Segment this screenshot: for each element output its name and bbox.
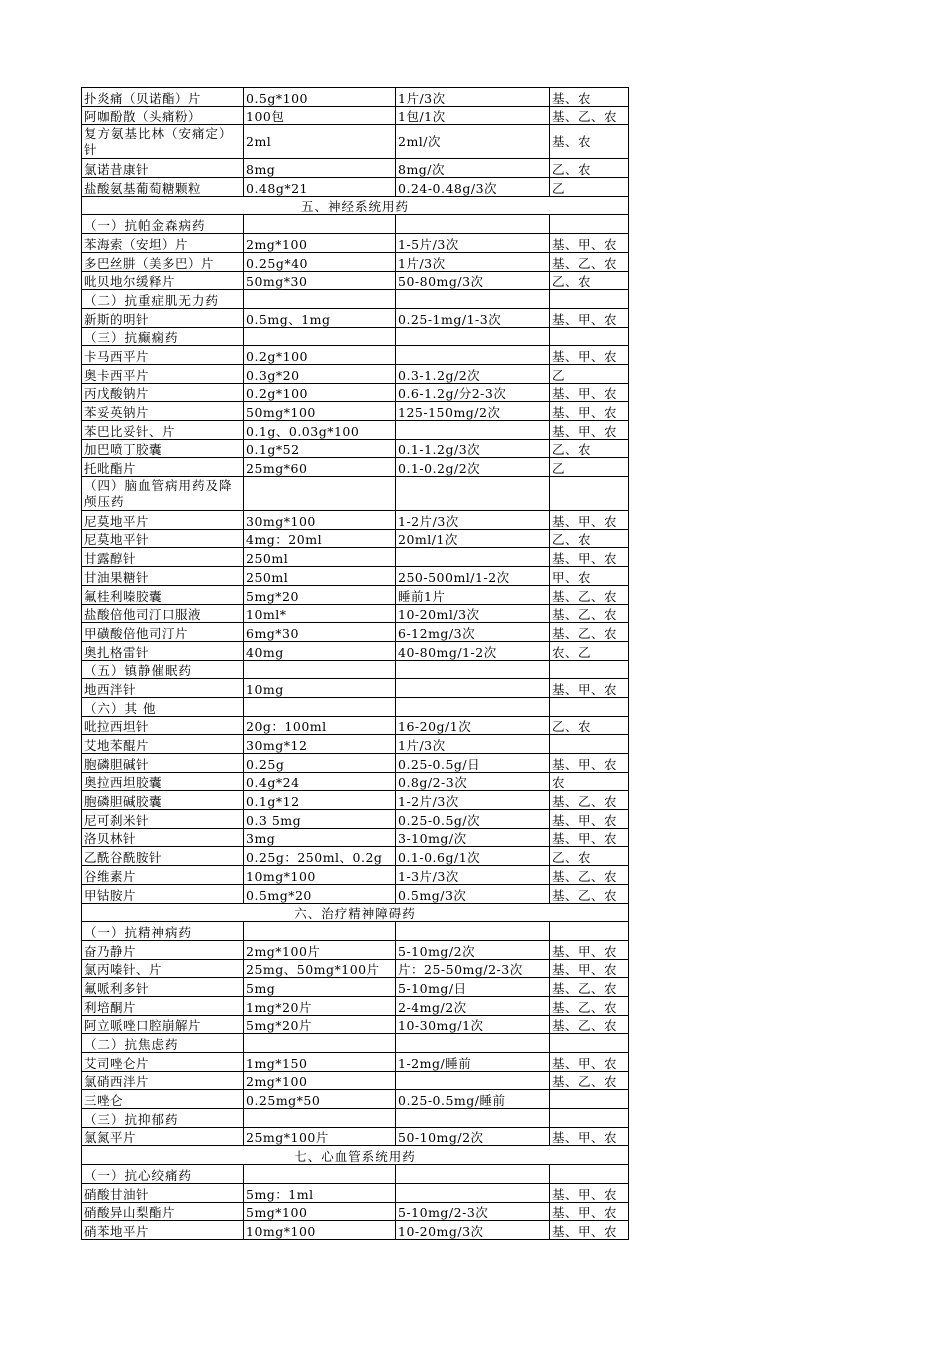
drug-name-cell: 甲磺酸倍他司汀片: [82, 623, 244, 642]
category-cell: 基、乙、农: [550, 791, 629, 810]
drug-row: [82, 1127, 629, 1146]
drug-name-cell: 艾司唑仑片: [82, 1053, 244, 1072]
drug-row: [82, 1202, 629, 1221]
dosage-cell: [396, 421, 550, 440]
empty-cell: [396, 1034, 550, 1053]
empty-cell: [550, 215, 629, 234]
drug-row: [82, 791, 629, 810]
spec-cell: 0.2g*100: [244, 383, 396, 402]
drug-name-cell: 氯氮平片: [82, 1127, 244, 1146]
empty-cell: [244, 1165, 396, 1184]
spec-cell: 50mg*100: [244, 402, 396, 421]
drug-name-cell: 地西泮针: [82, 679, 244, 698]
empty-cell: [550, 660, 629, 679]
category-cell: 基、甲、农: [550, 1183, 629, 1202]
spec-cell: 0.1g、0.03g*100: [244, 421, 396, 440]
empty-cell: [396, 660, 550, 679]
category-cell: 基、乙、农: [550, 623, 629, 642]
dosage-cell: [396, 346, 550, 365]
subsection-row: [82, 1165, 629, 1184]
drug-name-cell: 复方氨基比林（安痛定）针: [82, 125, 244, 159]
drug-name-cell: 硝苯地平片: [82, 1221, 244, 1240]
spec-cell: 1mg*20片: [244, 996, 396, 1015]
empty-cell: [244, 215, 396, 234]
drug-name-cell: 阿立哌唑口腔崩解片: [82, 1015, 244, 1034]
dosage-cell: 2ml/次: [396, 125, 550, 159]
spec-cell: 40mg: [244, 641, 396, 660]
empty-cell: [550, 1165, 629, 1184]
dosage-cell: 125-150mg/2次: [396, 402, 550, 421]
spec-cell: 2ml: [244, 125, 396, 159]
drug-row: [82, 1090, 629, 1109]
spec-cell: 0.25mg*50: [244, 1090, 396, 1109]
drug-row: [82, 159, 629, 178]
drug-row: [82, 996, 629, 1015]
dosage-cell: 1-2mg/睡前: [396, 1053, 550, 1072]
dosage-cell: 1-3片/3次: [396, 866, 550, 885]
drug-name-cell: 卡马西平片: [82, 346, 244, 365]
category-cell: 基、乙、农: [550, 604, 629, 623]
dosage-cell: 0.25-0.5g/日: [396, 754, 550, 773]
spec-cell: 25mg*60: [244, 458, 396, 477]
drug-row: [82, 88, 629, 107]
spec-cell: 20g：100ml: [244, 716, 396, 735]
drug-row: [82, 364, 629, 383]
spec-cell: 25mg*100片: [244, 1127, 396, 1146]
empty-cell: [550, 477, 629, 511]
drug-name-cell: 胞磷胆碱胶囊: [82, 791, 244, 810]
category-cell: 农、乙: [550, 641, 629, 660]
drug-row: [82, 252, 629, 271]
spec-cell: 0.25g*40: [244, 252, 396, 271]
spec-cell: 4mg：20ml: [244, 529, 396, 548]
dosage-cell: 250-500ml/1-2次: [396, 567, 550, 586]
spec-cell: 2mg*100片: [244, 940, 396, 959]
drug-name-cell: 奋乃静片: [82, 940, 244, 959]
drug-row: [82, 585, 629, 604]
drug-name-cell: 乙酰谷酰胺针: [82, 847, 244, 866]
drug-row: [82, 308, 629, 327]
dosage-cell: 0.25-1mg/1-3次: [396, 308, 550, 327]
category-cell: 基、乙、农: [550, 996, 629, 1015]
category-cell: 乙、农: [550, 847, 629, 866]
spec-cell: 30mg*100: [244, 511, 396, 530]
drug-row: [82, 511, 629, 530]
category-cell: 乙、农: [550, 159, 629, 178]
dosage-cell: 1-5片/3次: [396, 234, 550, 253]
drug-name-cell: 尼可刹米针: [82, 810, 244, 829]
category-cell: 基、乙、农: [550, 884, 629, 903]
subsection-title: （六）其 他: [82, 697, 244, 716]
dosage-cell: [396, 1071, 550, 1090]
spec-cell: 0.5mg、1mg: [244, 308, 396, 327]
dosage-cell: 0.6-1.2g/分2-3次: [396, 383, 550, 402]
empty-cell: [244, 290, 396, 309]
category-cell: 基、乙、农: [550, 252, 629, 271]
spec-cell: 10mg: [244, 679, 396, 698]
drug-row: [82, 978, 629, 997]
drug-name-cell: 多巴丝肼（美多巴）片: [82, 252, 244, 271]
drug-name-cell: 氯硝西泮片: [82, 1071, 244, 1090]
spec-cell: 0.1g*52: [244, 439, 396, 458]
drug-name-cell: 盐酸倍他司汀口服液: [82, 604, 244, 623]
drug-row: [82, 1071, 629, 1090]
section-heading-row: [82, 196, 629, 215]
category-cell: [550, 1090, 629, 1109]
drug-name-cell: 氯诺昔康针: [82, 159, 244, 178]
subsection-title: （五）镇静催眠药: [82, 660, 244, 679]
drug-name-cell: 托吡酯片: [82, 458, 244, 477]
drug-row: [82, 383, 629, 402]
drug-row: [82, 810, 629, 829]
drug-row: [82, 1183, 629, 1202]
category-cell: 基、甲、农: [550, 679, 629, 698]
drug-row: [82, 178, 629, 197]
dosage-cell: 40-80mg/1-2次: [396, 641, 550, 660]
drug-row: [82, 604, 629, 623]
subsection-row: [82, 327, 629, 346]
drug-row: [82, 346, 629, 365]
subsection-row: [82, 922, 629, 941]
category-cell: 乙: [550, 458, 629, 477]
drug-row: [82, 1221, 629, 1240]
drug-name-cell: 硝酸异山梨酯片: [82, 1202, 244, 1221]
subsection-title: （二）抗重症肌无力药: [82, 290, 244, 309]
drug-name-cell: 胞磷胆碱针: [82, 754, 244, 773]
spec-cell: 0.48g*21: [244, 178, 396, 197]
drug-name-cell: 甘油果糖针: [82, 567, 244, 586]
dosage-cell: 1包/1次: [396, 106, 550, 125]
category-cell: 乙: [550, 178, 629, 197]
drug-row: [82, 125, 629, 159]
dosage-cell: 20ml/1次: [396, 529, 550, 548]
dosage-cell: 5-10mg/日: [396, 978, 550, 997]
dosage-cell: [396, 679, 550, 698]
empty-cell: [396, 697, 550, 716]
drug-row: [82, 716, 629, 735]
spec-cell: 5mg*20: [244, 585, 396, 604]
drug-name-cell: 尼莫地平片: [82, 511, 244, 530]
drug-row: [82, 940, 629, 959]
spec-cell: 0.5g*100: [244, 88, 396, 107]
empty-cell: [550, 697, 629, 716]
dosage-cell: 睡前1片: [396, 585, 550, 604]
drug-row: [82, 439, 629, 458]
dosage-cell: 50-10mg/2次: [396, 1127, 550, 1146]
empty-cell: [244, 660, 396, 679]
subsection-title: （三）抗抑郁药: [82, 1109, 244, 1128]
dosage-cell: 1-2片/3次: [396, 791, 550, 810]
spec-cell: 0.4g*24: [244, 772, 396, 791]
empty-cell: [550, 1034, 629, 1053]
drug-row: [82, 458, 629, 477]
spec-cell: 1mg*150: [244, 1053, 396, 1072]
empty-cell: [396, 922, 550, 941]
drug-name-cell: 硝酸甘油针: [82, 1183, 244, 1202]
category-cell: 基、甲、农: [550, 1127, 629, 1146]
dosage-cell: 1片/3次: [396, 252, 550, 271]
drug-row: [82, 884, 629, 903]
dosage-cell: 0.1-0.2g/2次: [396, 458, 550, 477]
category-cell: 基、农: [550, 125, 629, 159]
drug-table: [81, 87, 629, 1240]
subsection-row: [82, 477, 629, 511]
drug-name-cell: 吡贝地尔缓释片: [82, 271, 244, 290]
drug-name-cell: 奥卡西平片: [82, 364, 244, 383]
drug-row: [82, 421, 629, 440]
drug-name-cell: 利培酮片: [82, 996, 244, 1015]
category-cell: 基、甲、农: [550, 959, 629, 978]
empty-cell: [550, 327, 629, 346]
category-cell: 基、甲、农: [550, 346, 629, 365]
drug-row: [82, 866, 629, 885]
subsection-title: （一）抗帕金森病药: [82, 215, 244, 234]
category-cell: 基、甲、农: [550, 1221, 629, 1240]
empty-cell: [396, 477, 550, 511]
dosage-cell: 50-80mg/3次: [396, 271, 550, 290]
dosage-cell: 0.1-0.6g/1次: [396, 847, 550, 866]
spec-cell: 10mg*100: [244, 866, 396, 885]
spec-cell: 5mg: [244, 978, 396, 997]
category-cell: 基、甲、农: [550, 828, 629, 847]
spec-cell: 250ml: [244, 548, 396, 567]
dosage-cell: 1片/3次: [396, 735, 550, 754]
drug-row: [82, 641, 629, 660]
subsection-row: [82, 1034, 629, 1053]
drug-row: [82, 402, 629, 421]
drug-row: [82, 106, 629, 125]
category-cell: 基、甲、农: [550, 754, 629, 773]
drug-name-cell: 谷维素片: [82, 866, 244, 885]
subsection-row: [82, 697, 629, 716]
empty-cell: [244, 922, 396, 941]
drug-name-cell: 新斯的明针: [82, 308, 244, 327]
spec-cell: 5mg*20片: [244, 1015, 396, 1034]
category-cell: 基、甲、农: [550, 511, 629, 530]
drug-row: [82, 679, 629, 698]
drug-name-cell: 阿咖酚散（头痛粉）: [82, 106, 244, 125]
drug-name-cell: 扑炎痛（贝诺酯）片: [82, 88, 244, 107]
spec-cell: 2mg*100: [244, 234, 396, 253]
dosage-cell: 5-10mg/2次: [396, 940, 550, 959]
category-cell: 基、甲、农: [550, 1202, 629, 1221]
drug-row: [82, 772, 629, 791]
category-cell: 基、甲、农: [550, 234, 629, 253]
category-cell: 基、甲、农: [550, 308, 629, 327]
subsection-title: （一）抗心绞痛药: [82, 1165, 244, 1184]
drug-row: [82, 754, 629, 773]
spec-cell: 2mg*100: [244, 1071, 396, 1090]
category-cell: 基、甲、农: [550, 810, 629, 829]
dosage-cell: 2-4mg/2次: [396, 996, 550, 1015]
empty-cell: [550, 922, 629, 941]
spec-cell: 0.3 5mg: [244, 810, 396, 829]
empty-cell: [244, 697, 396, 716]
section-heading-row: [82, 903, 629, 922]
subsection-row: [82, 1109, 629, 1128]
spec-cell: 250ml: [244, 567, 396, 586]
drug-row: [82, 959, 629, 978]
empty-cell: [244, 477, 396, 511]
drug-row: [82, 1015, 629, 1034]
category-cell: 基、乙、农: [550, 1015, 629, 1034]
empty-cell: [244, 1109, 396, 1128]
drug-name-cell: 甲钴胺片: [82, 884, 244, 903]
dosage-cell: 10-30mg/1次: [396, 1015, 550, 1034]
empty-cell: [396, 1165, 550, 1184]
subsection-row: [82, 215, 629, 234]
category-cell: 甲、农: [550, 567, 629, 586]
category-cell: 基、甲、农: [550, 1053, 629, 1072]
spec-cell: 100包: [244, 106, 396, 125]
category-cell: 乙、农: [550, 271, 629, 290]
category-cell: 农: [550, 772, 629, 791]
drug-name-cell: 三唑仑: [82, 1090, 244, 1109]
subsection-row: [82, 660, 629, 679]
drug-row: [82, 271, 629, 290]
spec-cell: 3mg: [244, 828, 396, 847]
spec-cell: 0.1g*12: [244, 791, 396, 810]
drug-row: [82, 623, 629, 642]
drug-name-cell: 氟哌利多针: [82, 978, 244, 997]
dosage-cell: 10-20ml/3次: [396, 604, 550, 623]
subsection-title: （一）抗精神病药: [82, 922, 244, 941]
drug-name-cell: 丙戊酸钠片: [82, 383, 244, 402]
category-cell: 基、乙、农: [550, 978, 629, 997]
dosage-cell: [396, 548, 550, 567]
dosage-cell: 8mg/次: [396, 159, 550, 178]
empty-cell: [396, 1109, 550, 1128]
drug-name-cell: 尼莫地平针: [82, 529, 244, 548]
dosage-cell: 0.3-1.2g/2次: [396, 364, 550, 383]
category-cell: 基、乙、农: [550, 866, 629, 885]
dosage-cell: 0.24-0.48g/3次: [396, 178, 550, 197]
category-cell: 基、乙、农: [550, 585, 629, 604]
drug-row: [82, 548, 629, 567]
category-cell: 基、乙、农: [550, 106, 629, 125]
drug-row: [82, 847, 629, 866]
spec-cell: 25mg、50mg*100片: [244, 959, 396, 978]
drug-row: [82, 234, 629, 253]
empty-cell: [396, 290, 550, 309]
dosage-cell: 片：25-50mg/2-3次: [396, 959, 550, 978]
subsection-title: （四）脑血管病用药及降颅压药: [82, 477, 244, 511]
spec-cell: 5mg*100: [244, 1202, 396, 1221]
drug-name-cell: 盐酸氨基葡萄糖颗粒: [82, 178, 244, 197]
spec-cell: 50mg*30: [244, 271, 396, 290]
category-cell: 基、甲、农: [550, 548, 629, 567]
drug-name-cell: 奥拉西坦胶囊: [82, 772, 244, 791]
subsection-row: [82, 290, 629, 309]
dosage-cell: 1片/3次: [396, 88, 550, 107]
category-cell: 基、甲、农: [550, 421, 629, 440]
category-cell: 基、甲、农: [550, 383, 629, 402]
category-cell: 乙: [550, 364, 629, 383]
drug-name-cell: 苯妥英钠片: [82, 402, 244, 421]
empty-cell: [244, 327, 396, 346]
spec-cell: 0.2g*100: [244, 346, 396, 365]
category-cell: 乙、农: [550, 439, 629, 458]
category-cell: 基、农: [550, 88, 629, 107]
spec-cell: 10mg*100: [244, 1221, 396, 1240]
drug-name-cell: 氯丙嗪针、片: [82, 959, 244, 978]
drug-name-cell: 氟桂利嗪胶囊: [82, 585, 244, 604]
drug-row: [82, 1053, 629, 1072]
dosage-cell: 6-12mg/3次: [396, 623, 550, 642]
spec-cell: 0.3g*20: [244, 364, 396, 383]
dosage-cell: 5-10mg/2-3次: [396, 1202, 550, 1221]
spec-cell: 30mg*12: [244, 735, 396, 754]
dosage-cell: 0.5mg/3次: [396, 884, 550, 903]
dosage-cell: 3-10mg/次: [396, 828, 550, 847]
category-cell: 乙、农: [550, 529, 629, 548]
section-heading-row: [82, 1146, 629, 1165]
drug-row: [82, 567, 629, 586]
category-cell: [550, 735, 629, 754]
empty-cell: [244, 1034, 396, 1053]
drug-row: [82, 735, 629, 754]
spec-cell: 10ml*: [244, 604, 396, 623]
spec-cell: 0.25g：250ml、0.2g: [244, 847, 396, 866]
drug-row: [82, 828, 629, 847]
dosage-cell: 0.8g/2-3次: [396, 772, 550, 791]
dosage-cell: 0.1-1.2g/3次: [396, 439, 550, 458]
category-cell: 基、甲、农: [550, 402, 629, 421]
spec-cell: 0.25g: [244, 754, 396, 773]
drug-name-cell: 甘露醇针: [82, 548, 244, 567]
spec-cell: 8mg: [244, 159, 396, 178]
drug-name-cell: 吡拉西坦针: [82, 716, 244, 735]
dosage-cell: [396, 1183, 550, 1202]
dosage-cell: 1-2片/3次: [396, 511, 550, 530]
spec-cell: 6mg*30: [244, 623, 396, 642]
empty-cell: [550, 290, 629, 309]
spec-cell: 5mg：1ml: [244, 1183, 396, 1202]
category-cell: 基、乙、农: [550, 1071, 629, 1090]
drug-name-cell: 苯巴比妥针、片: [82, 421, 244, 440]
dosage-cell: 10-20mg/3次: [396, 1221, 550, 1240]
subsection-title: （二）抗焦虑药: [82, 1034, 244, 1053]
subsection-title: （三）抗癫痫药: [82, 327, 244, 346]
section-heading: 七、心血管系统用药: [82, 1146, 629, 1165]
section-heading: 五、神经系统用药: [82, 196, 629, 215]
drug-name-cell: 奥扎格雷针: [82, 641, 244, 660]
drug-row: [82, 529, 629, 548]
dosage-cell: 16-20g/1次: [396, 716, 550, 735]
drug-name-cell: 艾地苯醌片: [82, 735, 244, 754]
category-cell: 基、甲、农: [550, 940, 629, 959]
dosage-cell: 0.25-0.5mg/睡前: [396, 1090, 550, 1109]
empty-cell: [396, 215, 550, 234]
section-heading: 六、治疗精神障碍药: [82, 903, 629, 922]
drug-name-cell: 加巴喷丁胶囊: [82, 439, 244, 458]
spec-cell: 0.5mg*20: [244, 884, 396, 903]
drug-name-cell: 洛贝林针: [82, 828, 244, 847]
empty-cell: [550, 1109, 629, 1128]
empty-cell: [396, 327, 550, 346]
dosage-cell: 0.25-0.5g/次: [396, 810, 550, 829]
category-cell: 乙、农: [550, 716, 629, 735]
drug-name-cell: 苯海索（安坦）片: [82, 234, 244, 253]
